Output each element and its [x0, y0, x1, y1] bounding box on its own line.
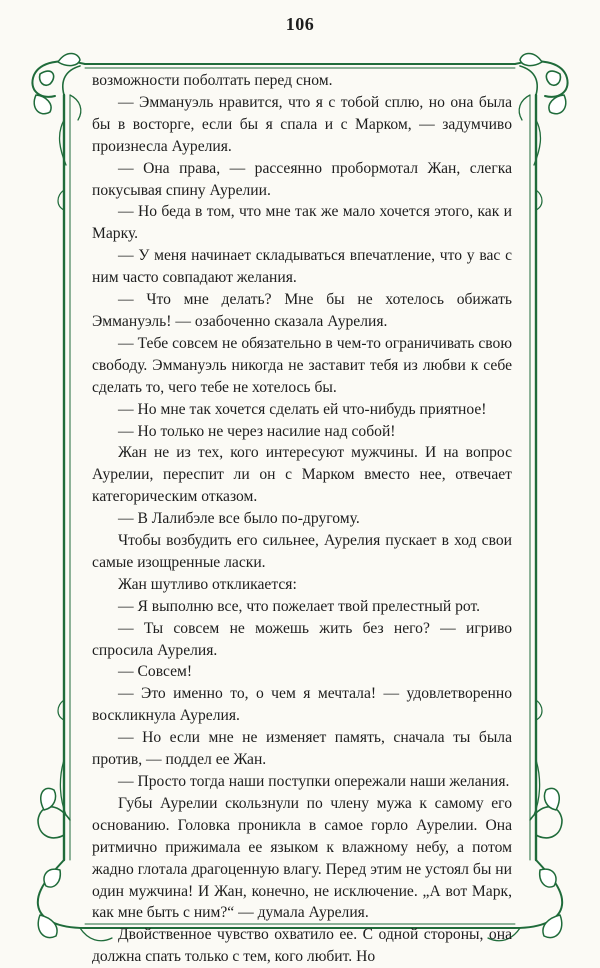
- paragraph-1: возможности поболтать перед сном.: [92, 72, 333, 89]
- book-text: [92, 70, 512, 968]
- top-left-ornament: [32, 54, 85, 166]
- paragraph-9: — Но только не через насилие над собой!: [118, 422, 396, 440]
- paragraph-6: — Что мне делать? Мне бы не хотелось обижать Эммануэль! — озабоченно сказала Аурелия.: [92, 291, 512, 330]
- paragraph-16: — Совсем!: [118, 663, 193, 681]
- paragraph-13: Жан шутливо откликается:: [118, 575, 297, 593]
- paragraph-15: — Ты совсем не можешь жить без него? — игриво спросила Аурелия.: [92, 619, 512, 659]
- paragraph-19: — Просто тогда наши поступки опережали наши желания.: [118, 773, 510, 790]
- top-right-ornament: [515, 54, 568, 166]
- paragraph-2: — Эммануэль нравится, что я с тобой сплю, но она была бы в восторге, если бы я спала и с Марком, — задумчиво произнесла Аурелия.: [92, 93, 512, 155]
- paragraph-7: — Тебе совсем не обязательно в чем-то ограничивать свою свободу. Эммануэль никогда не заставит тебя из любви к себе сделать то, чего тебе не хотелось бы.: [92, 334, 512, 396]
- paragraph-11: — В Лалибэле все было по-другому.: [118, 510, 360, 528]
- paragraph-17: — Это именно то, о чем я мечтала! — удовлетворенно воскликнула Аурелия.: [92, 685, 512, 725]
- page-number: 106: [285, 14, 315, 34]
- paragraph-3: — Она права, — рассеянно пробормотал Жан, слегка покусывая спину Аурелии.: [92, 159, 512, 199]
- paragraph-21: Двойственное чувство охватило ее. С одной стороны, она должна спать только с тем, кого любит. Но: [92, 926, 512, 966]
- paragraph-5: — У меня начинает складываться впечатление, что у вас с ним часто совпадают желания.: [92, 247, 512, 287]
- paragraph-4: — Но беда в том, что мне так же мало хочется этого, как и Марку.: [92, 203, 512, 243]
- paragraph-12: Чтобы возбудить его сильнее, Аурелия пускает в ход свои самые изощренные ласки.: [92, 532, 512, 571]
- paragraph-14: — Я выполню все, что пожелает твой прелестный рот.: [118, 597, 481, 615]
- paragraph-18: — Но если мне не изменяет память, сначала ты была против, — поддел ее Жан.: [92, 729, 512, 769]
- paragraph-8: — Но мне так хочется сделать ей что-нибудь приятное!: [118, 400, 487, 418]
- paragraph-20: Губы Аурелии скользнули по члену мужа к самому его основанию. Головка проникла в самое горло Аурелии. Она ритмично прижимала ее языком к влажному небу, а потом жадно глотала драгоценную влагу. Перед этим не устоял бы ни один мужчина! И Жан, конечно, не исключение. „А вот Марк, как мне быть с ним?“ — думала Аурелия.: [92, 794, 512, 922]
- paragraph-10: Жан не из тех, кого интересуют мужчины. И на вопрос Аурелии, переспит ли он с Марком вместо нее, отвечает категорическим отказом.: [92, 444, 512, 506]
